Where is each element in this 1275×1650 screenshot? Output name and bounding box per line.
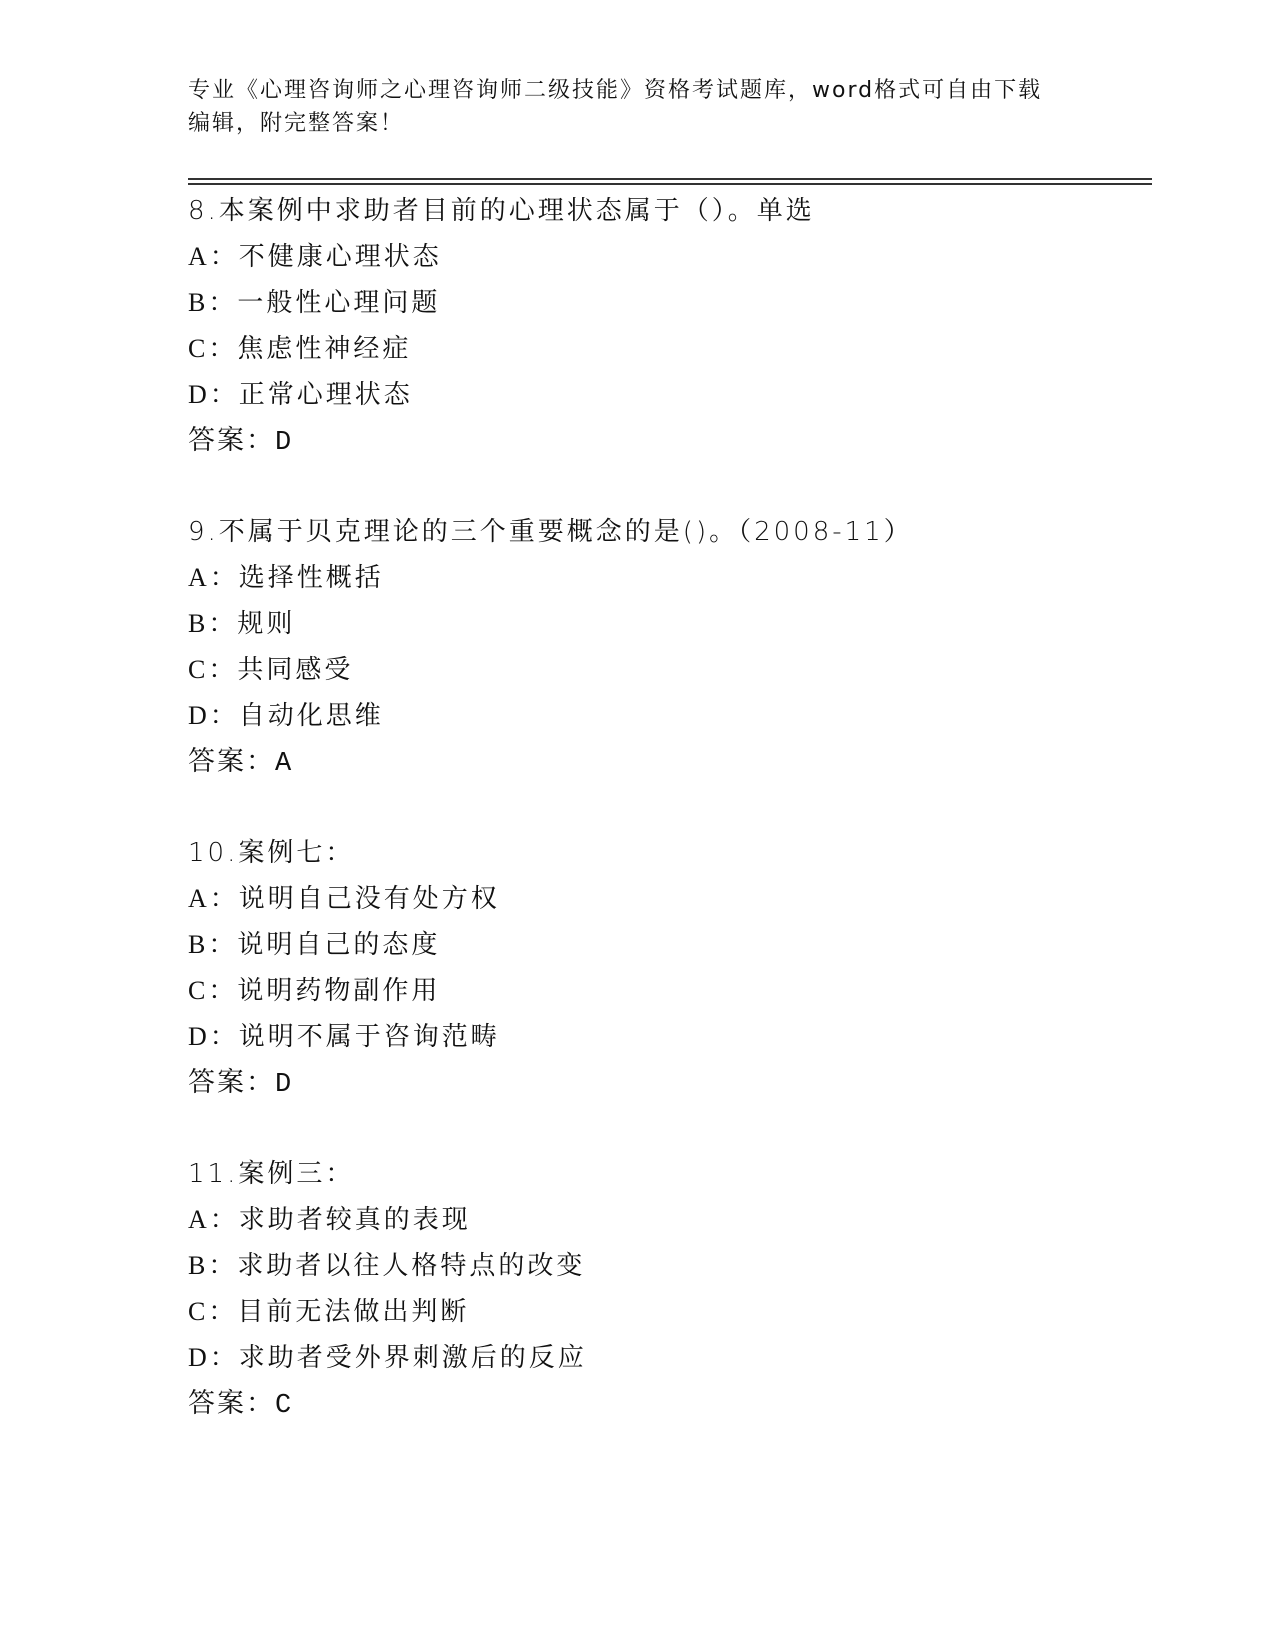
option-key: C： xyxy=(188,655,238,684)
option-text: 说明自己没有处方权 xyxy=(238,884,500,914)
question-stem: 9.不属于贝克理论的三个重要概念的是()。（2008-11） xyxy=(188,517,913,547)
option-a xyxy=(188,234,1148,280)
option-d xyxy=(188,1335,1148,1381)
answer-line xyxy=(188,1381,1148,1427)
header-divider-top xyxy=(188,178,1152,180)
option-c xyxy=(188,326,1148,372)
option-text: 规则 xyxy=(237,609,296,639)
document-header xyxy=(188,74,1088,140)
header-divider-bottom xyxy=(188,183,1152,185)
option-key: D： xyxy=(188,1022,239,1051)
question-11 xyxy=(188,1151,1148,1427)
question-list xyxy=(188,188,1148,1472)
answer-label: 答案： xyxy=(188,1388,275,1419)
option-text: 说明不属于咨询范畴 xyxy=(238,1022,500,1052)
answer-line xyxy=(188,418,1148,464)
option-key: B： xyxy=(188,1251,238,1280)
option-c xyxy=(188,647,1148,693)
option-text: 选择性概括 xyxy=(238,563,384,593)
option-b xyxy=(188,601,1148,647)
option-b xyxy=(188,280,1148,326)
option-a xyxy=(188,876,1148,922)
question-stem: 10.案例七： xyxy=(188,838,355,868)
option-b xyxy=(188,922,1148,968)
option-d xyxy=(188,1014,1148,1060)
answer-value: C xyxy=(275,1391,294,1421)
answer-value: D xyxy=(275,428,294,458)
option-key: A： xyxy=(188,884,239,913)
option-key: D： xyxy=(188,380,239,409)
option-text: 焦虑性神经症 xyxy=(237,334,412,364)
header-line-1: 专业《心理咨询师之心理咨询师二级技能》资格考试题库，word格式可自由下载 xyxy=(188,78,1043,103)
option-text: 自动化思维 xyxy=(238,701,384,731)
option-key: D： xyxy=(188,701,239,730)
option-d xyxy=(188,372,1148,418)
option-key: D： xyxy=(188,1343,239,1372)
option-text: 不健康心理状态 xyxy=(238,242,442,272)
answer-label: 答案： xyxy=(188,1067,275,1098)
question-10 xyxy=(188,830,1148,1106)
option-key: A： xyxy=(188,1205,239,1234)
answer-label: 答案： xyxy=(188,425,275,456)
option-key: B： xyxy=(188,609,238,638)
answer-value: A xyxy=(275,749,294,779)
option-text: 一般性心理问题 xyxy=(237,288,441,318)
header-line-2: 编辑，附完整答案！ xyxy=(188,111,405,136)
option-c xyxy=(188,968,1148,1014)
question-9 xyxy=(188,509,1148,785)
option-key: C： xyxy=(188,334,238,363)
option-text: 正常心理状态 xyxy=(238,380,413,410)
option-a xyxy=(188,1197,1148,1243)
option-key: A： xyxy=(188,563,239,592)
option-c xyxy=(188,1289,1148,1335)
question-stem: 8.本案例中求助者目前的心理状态属于（）。单选 xyxy=(188,196,815,226)
option-text: 求助者较真的表现 xyxy=(238,1205,471,1235)
option-key: A： xyxy=(188,242,239,271)
answer-label: 答案： xyxy=(188,746,275,777)
question-8 xyxy=(188,188,1148,464)
option-a xyxy=(188,555,1148,601)
answer-line xyxy=(188,739,1148,785)
option-text: 说明药物副作用 xyxy=(237,976,441,1006)
option-text: 共同感受 xyxy=(237,655,354,685)
answer-value: D xyxy=(275,1070,294,1100)
option-text: 求助者受外界刺激后的反应 xyxy=(238,1343,587,1373)
question-stem: 11.案例三： xyxy=(188,1159,355,1189)
option-key: B： xyxy=(188,930,238,959)
option-text: 目前无法做出判断 xyxy=(237,1297,470,1327)
option-text: 求助者以往人格特点的改变 xyxy=(237,1251,586,1281)
option-b xyxy=(188,1243,1148,1289)
option-text: 说明自己的态度 xyxy=(237,930,441,960)
option-d xyxy=(188,693,1148,739)
option-key: C： xyxy=(188,1297,238,1326)
answer-line xyxy=(188,1060,1148,1106)
option-key: B： xyxy=(188,288,238,317)
option-key: C： xyxy=(188,976,238,1005)
